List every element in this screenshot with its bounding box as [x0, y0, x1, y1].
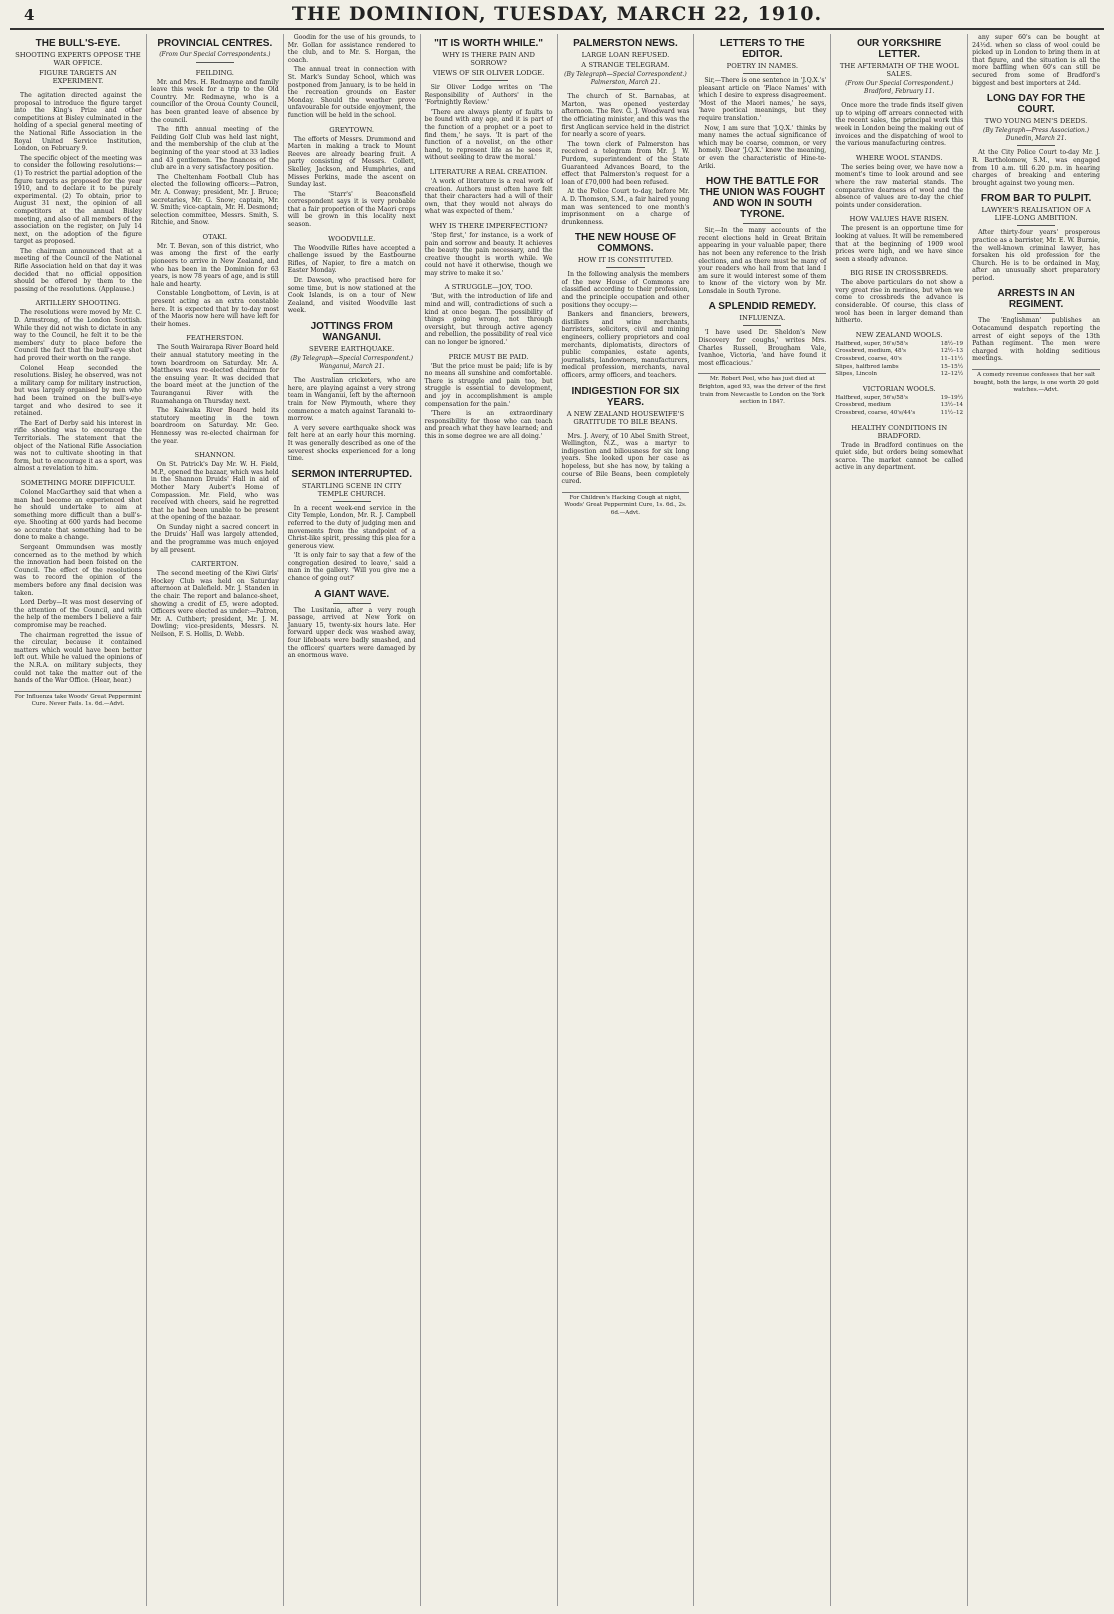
- wool-price: 18½–19: [940, 340, 964, 347]
- paragraph: any super 60's can be bought at 24½d. when so class of wool could be picked up in London to bring them in at that figure, and the situation is all the more baffling when 60's can still be secured from some of Bradford's biggest and best importers at 24d.: [972, 34, 1100, 87]
- paragraph: On St. Patrick's Day Mr. W. H. Field, M.P., opened the bazaar, which was held in the Shannon Druids' Hall in aid of Mother Mary Aubert's Home of Compassion. Mr. Field, who was received with cheers, said he regretted that he had been unable to be present at the opening of the bazaar.: [150, 461, 279, 522]
- article: [835, 38, 963, 148]
- article-subhead: SHOOTING EXPERTS OPPOSE THE WAR OFFICE.: [15, 51, 141, 67]
- paragraph: On Sunday night a sacred concert in the Druids' Hall was largely attended, and the programme was much enjoyed by all present.: [150, 523, 279, 554]
- paragraph: The Australian cricketers, who are here, are playing against a very strong team in Wanganui, left by the afternoon train for New Plymouth, where they commence a match against Taranaki to-morrow.: [287, 377, 416, 423]
- article: [698, 38, 826, 170]
- paragraph: The Lusitania, after a very rough passage, arrived at New York on January 15, twenty-six hours late. Her forward upper deck was washed away, four lifeboats were badly smashed, and the officers' quarters were damaged by an enormous wave.: [287, 606, 416, 660]
- article-headline: LETTERS TO THE EDITOR.: [719, 38, 805, 60]
- article-body: [835, 164, 963, 210]
- article-byline: (From Our Special Correspondent.) Bradford, February 11.: [845, 80, 954, 95]
- article-headline: FROM BAR TO PULPIT.: [980, 193, 1092, 205]
- article-subhead: SOMETHING MORE DIFFICULT.: [20, 478, 136, 487]
- divider-rule: [1017, 145, 1055, 146]
- article-body: [151, 344, 279, 445]
- article: [151, 334, 279, 445]
- newspaper-title: THE DOMINION, TUESDAY, MARCH 22, 1910.: [291, 3, 823, 25]
- article: [288, 469, 416, 583]
- article-body: [288, 607, 416, 660]
- paragraph: The church of St. Barnabas, at Marton, was opened yesterday afternoon. The Rev. G. J. Woodward was the officiating minister, and this was the first Anglican service held in the district for nearly a score of years.: [561, 93, 690, 139]
- article-subhead: LAWYER'S REALISATION OF A LIFE-LONG AMBITION.: [981, 206, 1091, 223]
- wool-price: 12–12½: [940, 371, 964, 378]
- paragraph: Trade in Bradford continues on the quiet side, but orders being somewhat scarce. The market cannot be called active in any department.: [835, 441, 964, 472]
- article: [151, 560, 279, 638]
- paragraph: Lord Derby—It was most deserving of the attention of the Council, and with the help of the members I believe a fair compromise may be reached.: [14, 599, 142, 629]
- article-subhead: GREYTOWN.: [329, 125, 375, 134]
- article-body: [151, 570, 279, 638]
- divider-rule: [196, 62, 234, 63]
- article: [151, 451, 279, 554]
- article-subhead: ARTILLERY SHOOTING.: [35, 299, 121, 308]
- paragraph: The second meeting of the Kiwi Girls' Hockey Club was held on Saturday afternoon at Dalefield. Mr. J. Standen in the chair. The report and balance-sheet, showing a credit of £5, were adopted. Officers were elected as under:—Patron, Mr. A. Cuthbert; president, Mr. J. M. Dowling; vice-presidents, Messrs. N. Neilson, F. S. Hollis, D. Webb.: [150, 570, 279, 638]
- article-body: [14, 489, 142, 685]
- article-headline: PROVINCIAL CENTRES.: [157, 38, 273, 49]
- divider-rule: [743, 223, 781, 224]
- divider-rule: [333, 501, 371, 502]
- article: [972, 93, 1100, 187]
- paragraph: The South Wairarapa River Board held their annual statutory meeting in the town boardroom on Saturday. Mr. A. Matthews was re-elected chairman for the ensuing year. It was decided that the board meet at the junction of the Tauranganui River with the Ruamahanga on Thursday next.: [150, 344, 279, 405]
- article-body: [425, 293, 553, 346]
- article-headline: SERMON INTERRUPTED.: [291, 468, 412, 480]
- article: [972, 193, 1100, 282]
- advertisement: For Influenza take Woods' Great Peppermint Cure. Never Fails. 1s. 6d.—Advt.: [14, 691, 142, 709]
- wool-grade: Crossbred, medium: [835, 402, 891, 409]
- paragraph: In the following analysis the members of the new House of Commons are classified according to their profession, and the principle occupation and other positions they occupy:—: [561, 271, 690, 309]
- article-body: [562, 93, 690, 226]
- article-subhead: TWO YOUNG MEN'S DEEDS.: [984, 117, 1088, 126]
- paragraph: The chairman announced that at a meeting of the Council of the National Rifle Association held on that day it was decided that no official opposition should be offered by them to the passing of the resolutions. (Applause.): [14, 247, 142, 293]
- paragraph: Now, I am sure that 'J.Q.X.' thinks by many names the actual significance of which may be coarse, common, or very homely. Dear 'J.Q.X.' knew the meaning, or even the characteristic of Hine-te-Ariki.: [698, 124, 827, 170]
- column-2: [147, 34, 284, 1606]
- article-subhead: WHY IS THERE PAIN AND SORROW?: [442, 51, 535, 67]
- paragraph: At the Police Court to-day, before Mr. A. D. Thomson, S.M., a fair haired young man was sentenced to one month's imprisonment on a charge of drunkenness.: [561, 188, 690, 226]
- article: [288, 34, 416, 120]
- wool-price: 11½–12: [940, 410, 964, 416]
- article-body: [14, 309, 142, 472]
- article-body: [425, 232, 553, 278]
- paragraph: The town clerk of Palmerston has received a telegram from Mr. J. W. Purdom, superintendent of the State Guaranteed Advances Board, to the effect that Palmerston's request for a loan of £70,000 had been refused.: [561, 140, 690, 186]
- article: [425, 38, 553, 162]
- article-subhead: LITERATURE A REAL CREATION.: [429, 167, 548, 176]
- column-5: [558, 34, 695, 1606]
- article-subhead: WOODVILLE.: [328, 234, 376, 243]
- article-headline: PALMERSTON NEWS.: [573, 38, 678, 49]
- wool-grade: Slipes, halfbred lambs: [835, 363, 899, 370]
- article: [562, 232, 690, 379]
- article-headline: LONG DAY FOR THE COURT.: [986, 93, 1086, 116]
- wool-grade: Crossbred, coarse, 40's/44's: [835, 410, 916, 416]
- article-body: [698, 77, 826, 170]
- wool-price: 19–19½: [940, 394, 964, 401]
- article-subhead: PRICE MUST BE PAID.: [448, 352, 529, 361]
- table-row: [835, 348, 963, 356]
- paragraph: Mrs. J. Avery, of 10 Abel Smith Street, Wellington, N.Z., was a martyr to indigestion and biliousness for six long years. She looked upon her case as hopeless, but she has now, by taking a course of Bile Beans, been completely cured.: [561, 432, 690, 486]
- article: [835, 154, 963, 210]
- paragraph: Goodin for the use of his grounds, to Mr. Gollan for assistance rendered to the club, and to Mr. S. Horgan, the coach.: [287, 34, 416, 64]
- article-subhead: HOW IT IS CONSTITUTED.: [577, 256, 674, 265]
- article-body: [288, 505, 416, 583]
- article-body: [151, 79, 279, 227]
- article-body: [425, 178, 553, 216]
- paragraph: Bankers and financiers, brewers, distillers and wine merchants, barristers, solicitors, civil and mining engineers, colliery proprietors and coal merchants, diplomatists, directors of public companies, estate agents, journalists, landowners, manufacturers, medical profession, merchants, naval officers, army officers, and teachers.: [561, 311, 690, 379]
- divider-rule: [1017, 313, 1055, 314]
- article-body: [425, 84, 553, 162]
- article-subhead: FEATHERSTON.: [186, 334, 244, 343]
- article: [972, 34, 1100, 87]
- column-8: [968, 34, 1104, 1606]
- table-row: [835, 356, 963, 364]
- article: [562, 38, 690, 226]
- article: [835, 385, 963, 418]
- article-subhead: STARTLING SCENE IN CITY TEMPLE CHURCH.: [301, 481, 402, 498]
- paragraph: 'It is only fair to say that a few of the congregation desired to leave,' said a man in the gallery. 'Will you give me a chance of going out?': [287, 552, 416, 583]
- article-byline: (By Telegraph—Press Association.) Dunedin, March 21.: [982, 127, 1090, 142]
- article: [151, 38, 279, 63]
- column-1: [10, 34, 147, 1606]
- wool-grade: Slipes, Lincoln: [835, 371, 877, 378]
- article-headline: "IT IS WORTH WHILE.": [434, 38, 544, 49]
- page-number: 4: [24, 6, 35, 24]
- article-subhead: WHERE WOOL STANDS.: [855, 153, 943, 162]
- article: [288, 126, 416, 229]
- table-row: [835, 371, 963, 379]
- paragraph: The 'Englishman' publishes an Ootacamund despatch reporting the arrest of eight sepoys of the 13th Pathan regiment. The men were charged with holding seditious meetings.: [972, 317, 1100, 363]
- article-columns: [10, 34, 1104, 1606]
- article-subhead: SHANNON.: [194, 451, 236, 460]
- paragraph: The Earl of Derby said his interest in rifle shooting was to encourage the Territorials. The statement that the object of the National Rifle Association was not to cultivate shooting in that form, but to encourage it as a sport, was almost a revelation to him.: [14, 419, 142, 473]
- divider-rule: [606, 267, 644, 268]
- article: [151, 69, 279, 227]
- article-headline: A GIANT WAVE.: [314, 588, 390, 600]
- article-subhead: BIG RISE IN CROSSBREDS.: [850, 269, 949, 278]
- article: [698, 176, 826, 295]
- paragraph: Mr. and Mrs. H. Redmayne and family leave this week for a trip to the Old Country. Mr. Redmayne, who is a councillor of the Oroua County Council, has been granted leave of absence by the council.: [150, 78, 279, 124]
- paragraph: The Woodville Rifles have accepted a challenge issued by the Eastbourne Rifles, of Napier, to fire a match on Easter Monday.: [287, 244, 416, 275]
- advertisement: A comedy revenue confesses that her salt bought, both the large, is one worth 20 gold watches.—Advt.: [972, 369, 1100, 395]
- article-body: [698, 329, 826, 367]
- paragraph: The 'Starr's' Beaconsfield correspondent says it is very probable that a fair proportion of the Maori crops will be grown in this locality next season.: [287, 190, 416, 229]
- article-headline: THE BULL'S-EYE.: [35, 38, 121, 49]
- article-byline: (By Telegraph—Special Correspondent.) Wanganui, March 21.: [290, 355, 413, 370]
- paragraph: Dr. Dawson, who practised here for some time, but is now stationed at the Cook Islands, is on a tour of New Zealand, and visited Woodville last week.: [287, 277, 416, 315]
- article-subhead: INFLUENZA.: [739, 314, 786, 323]
- paragraph: The agitation directed against the proposal to introduce the figure target into the King's Prize and other competitions at Bisley culminated in the holding of a special general meeting of the National Rifle Association in the Royal United Service Institution, London, on February 9.: [14, 92, 142, 153]
- article-headline: A SPLENDID REMEDY.: [708, 301, 817, 313]
- article-body: [288, 245, 416, 315]
- article-body: [151, 461, 279, 554]
- article: [562, 386, 690, 486]
- article-body: [14, 92, 142, 293]
- article: [14, 479, 142, 685]
- column-4: [421, 34, 558, 1606]
- article-byline: (By Telegraph—Special Correspondent.) Palmerston, March 21.: [564, 71, 687, 86]
- article-subhead: OTAKI.: [202, 232, 228, 241]
- table-row: [835, 402, 963, 410]
- price-table: [835, 341, 963, 379]
- paragraph: Mr. T. Bevan, son of this district, who was among the first of the early pioneers to arrive in New Zealand, and who has been in the Dominion for 63 years, is now 78 years of age, and is still hale and hearty.: [150, 242, 279, 288]
- paragraph: Constable Longbottom, of Levin, is at present acting as an extra constable here. It is expected that by to-day most of the Maoris now here will have left for their homes.: [150, 290, 279, 328]
- wool-grade: Halfbred, super, 56's/58's: [835, 394, 908, 401]
- article-subhead: SEVERE EARTHQUAKE.: [309, 345, 395, 353]
- advertisement: For Children's Hacking Cough at night, Woods' Great Peppermint Cure, 1s. 6d., 2s. 6d.—Advt.: [562, 492, 690, 518]
- paragraph: 'But, with the introduction of life and mind and will, contradictions of such a kind at once began. The possibility of things going wrong, not through oversight, but through active agency and rebellion, the possibility of real vice can no longer be ignored.': [424, 293, 553, 347]
- paragraph: The present is an opportune time for looking at values. It will be remembered that at the beginning of 1909 wool prices were high, and we have since seen a steady advance.: [835, 225, 964, 263]
- article-subhead: POETRY IN NAMES.: [726, 62, 798, 70]
- paragraph: Colonel MacGarthey said that when a man had become an experienced shot he should undertake to aim at something more difficult than a bull's-eye. Shooting at 600 yards had become so accurate that something had to be done to make a change.: [14, 488, 142, 542]
- paragraph: 'But the price must be paid; life is by no means all sunshine and comfortable. There is struggle and pain too, but struggle is essential to development, and joy in accomplishment is ample compensation for the pain.': [424, 362, 553, 408]
- paragraph: 'Step first,' for instance, is a work of pain and sorrow and beauty. It achieves the beauty the pain necessary, and the creative thought is worth while. We could not have it otherwise, though we may strive to make it so.': [424, 231, 553, 277]
- paragraph: The Kaiwaka River Board held its statutory meeting in the town boardroom on Saturday. Mr. Geo. Hennessy was re-elected chairman for the year.: [150, 407, 279, 445]
- article-body: [151, 243, 279, 329]
- article: [288, 321, 416, 463]
- paragraph: 'I have used Dr. Sheldon's New Discovery for coughs,' writes Mrs. Charles Russell, Brougham Vale, Ivanhoe, Victoria, 'and have found it most efficacious.': [698, 329, 827, 367]
- article-body: [972, 229, 1100, 282]
- paragraph: 'There are always plenty of faults to be found with any age, and it is part of the function of a prophet or a poet to find them,' he says. 'It is part of the function of a novelist, on the other hand, to represent life as he sees it, without seeking to draw the moral.': [424, 108, 553, 162]
- article: [425, 283, 553, 346]
- article-body: [562, 271, 690, 379]
- article-body: [835, 442, 963, 472]
- article-body: [835, 225, 963, 263]
- article-subhead: NEW ZEALAND WOOLS.: [855, 330, 943, 339]
- article-headline: INDIGESTION FOR SIX YEARS.: [571, 385, 680, 408]
- article: [425, 353, 553, 441]
- article-subhead: VICTORIAN WOOLS.: [862, 384, 936, 393]
- article-subhead: HEALTHY CONDITIONS IN BRADFORD.: [851, 423, 948, 440]
- article: [425, 168, 553, 216]
- paragraph: The efforts of Messrs. Drummond and Marten in making a track to Mount Reeves are already bearing fruit. A party consisting of Messrs. Collett, Skelley, Jackson, and Humphries, and Misses Perkins, made the ascent on Sunday last.: [287, 135, 416, 189]
- paragraph: Sir,—There is one sentence in 'J.Q.X.'s' pleasant article on 'Place Names' with which I desire to express disagreement. 'Most of the Maori names,' he says, 'have poetical meanings, but they require translation.': [698, 77, 827, 122]
- masthead: [10, 0, 1104, 30]
- paragraph: Colonel Heap seconded the resolutions. Bisley, he observed, was not a military camp for military instruction, but was largely organised by men who had been trained on the bull's-eye target and who desired to see it retained.: [14, 364, 142, 418]
- article-body: [288, 34, 416, 120]
- paragraph: Sergeant Ommundsen was mostly concerned as to the method by which the innovation had been foisted on the Council. The effect of the resolutions was to record the opinion of the members before any final decision was taken.: [14, 544, 142, 597]
- advertisement: Mr. Robert Peel, who has just died at Brighton, aged 93, was the driver of the first train from Newcastle to London on the York section in 1847.: [698, 373, 826, 406]
- article: [698, 301, 826, 367]
- article-body: [835, 279, 963, 325]
- paragraph: The Cheltenham Football Club has elected the following officers:—Patron, Mr. A. Conway; president, Mr. J. Bruce; secretaries, Mr. G. Snow; captain, Mr. W. Smith; vice-captain, Mr. H. Desmond; selection committee, Messrs. Smith, S. Ritchie, and Snow.: [150, 173, 279, 227]
- divider-rule: [743, 325, 781, 326]
- paragraph: At the City Police Court to-day Mr. J. R. Bartholomew, S.M., was engaged from 10 a.m. till 6.20 p.m. in hearing charges of breaking and entering brought against two young men.: [972, 149, 1100, 187]
- divider-rule: [1017, 225, 1055, 226]
- divider-rule: [469, 80, 507, 81]
- paragraph: The fifth annual meeting of the Feilding Golf Club was held last night, and the membership of the club at the beginning of the year stood at 33 ladies and 43 gentlemen. The finances of the club are in a very satisfactory position.: [150, 126, 279, 172]
- paragraph: Once more the trade finds itself given up to wiping off arrears connected with the recent sales, the principal work this week in London being the making out of invoices and the dispatching of wool to the various manufacturing centres.: [835, 102, 964, 148]
- article-subhead: LARGE LOAN REFUSED.: [581, 51, 670, 59]
- article-headline: THE NEW HOUSE OF COMMONS.: [574, 232, 676, 255]
- paragraph: 'There is an extraordinary responsibility for those who can teach and preach what they have learned; and this in some degree we are all doing.': [424, 410, 553, 440]
- article: [425, 222, 553, 278]
- article-headline: HOW THE BATTLE FOR THE UNION WAS FOUGHT AND WON IN SOUTH TYRONE.: [699, 176, 826, 221]
- column-7: [831, 34, 968, 1606]
- paragraph: The series being over, we have now a moment's time to look around and see where the raw material stands. The comparative dearness of wool and the absence of values are to-day the chief points under consideration.: [835, 163, 964, 209]
- article-subhead: FEILDING.: [195, 68, 234, 77]
- divider-rule: [333, 373, 371, 374]
- article-headline: ARRESTS IN AN REGIMENT.: [997, 288, 1075, 311]
- divider-rule: [743, 73, 781, 74]
- article-body: [698, 227, 826, 295]
- paragraph: In a recent week-end service in the City Temple, London, Mr. R. J. Campbell referred to the duty of judging men and movements from the standpoint of a Christ-like spirit, pressing this plea for a generous view.: [287, 504, 416, 550]
- wool-price: 12½–13: [940, 348, 964, 355]
- paragraph: The chairman regretted the issue of the circular, because it contained matters which would have been better left out. While he valued the opinions of the N.R.A. on military subjects, they could not take the matter out of the hands of the War Office. (Hear, hear.): [14, 631, 142, 685]
- article-body: [972, 317, 1100, 363]
- divider-rule: [880, 98, 918, 99]
- article-byline: (From Our Special Correspondents.): [159, 51, 271, 58]
- paragraph: A very severe earthquake shock was felt here at an early hour this morning. It was generally described as one of the severest shocks experienced for a long time.: [287, 424, 416, 463]
- article-subhead: A NEW ZEALAND HOUSEWIFE'S GRATITUDE TO BILE BEANS.: [566, 409, 685, 426]
- article-body: [425, 363, 553, 441]
- article: [835, 331, 963, 379]
- paragraph: The above particulars do not show a very great rise in merinos, but when we come to crossbreds the advance is considerable. Of course, this class of wool has been in larger demand than hitherto.: [835, 279, 964, 325]
- paragraph: 'A work of literature is a real work of creation. Authors must often have felt that their characters had a will of their own, that they would not always do what was expected of them.': [424, 177, 553, 216]
- wool-grade: Halfbred, super, 56's/58's: [835, 340, 908, 347]
- article-subhead: FIGURE TARGETS AN EXPERIMENT.: [39, 69, 117, 85]
- wool-grade: Crossbred, coarse, 40's: [835, 356, 902, 363]
- paragraph: After thirty-four years' prosperous practice as a barrister, Mr. E. W. Burnie, the well-known criminal lawyer, has forsaken his old profession for the Church. He is to be ordained in May, after an unusually short preparatory period.: [972, 229, 1100, 282]
- article-body: [972, 34, 1100, 87]
- paragraph: The annual treat in connection with St. Mark's Sunday School, which was postponed from January, is to be held in the recreation grounds on Easter Monday. Should the weather prove unfavourable for outside enjoyment, the function will be held in the school.: [287, 66, 416, 119]
- article-subhead: A STRANGE TELEGRAM.: [581, 61, 670, 69]
- table-row: [835, 410, 963, 418]
- article-subhead: THE AFTERMATH OF THE WOOL SALES.: [839, 62, 959, 78]
- price-table: [835, 395, 963, 418]
- column-6: [694, 34, 831, 1606]
- article-body: [288, 377, 416, 463]
- article-subhead: HOW VALUES HAVE RISEN.: [849, 215, 949, 224]
- article: [288, 235, 416, 315]
- divider-rule: [606, 89, 644, 90]
- article: [14, 38, 142, 293]
- article-body: [562, 433, 690, 486]
- article-subhead: WHY IS THERE IMPERFECTION?: [429, 221, 548, 230]
- article-headline: JOTTINGS FROM WANGANUI.: [310, 321, 393, 343]
- wool-price: 15–15½: [940, 363, 964, 370]
- wool-grade: Crossbred, medium, 48's: [835, 348, 906, 355]
- article-subhead: CARTERTON.: [191, 560, 239, 569]
- column-3: [284, 34, 421, 1606]
- article: [151, 233, 279, 329]
- paragraph: Sir,—In the many accounts of the recent elections held in Great Britain appearing in your valuable paper, there has not been any reference to the Irish elections, and as there must be many of your readers who hail from that land I am sure it would interest some of them to know of the victory won by Mr. Lonsdale in South Tyrone.: [698, 227, 827, 295]
- paragraph: Sir Oliver Lodge writes on 'The Responsibility of Authors' in the 'Fortnightly Review.': [424, 84, 553, 107]
- article: [835, 215, 963, 263]
- article: [835, 424, 963, 472]
- wool-price: 13½–14: [940, 402, 964, 409]
- wool-price: 11–11½: [940, 356, 964, 363]
- paragraph: The specific object of the meeting was to consider the following resolutions:—(1) To restrict the partial adoption of the figure targets as proposed for the year 1910, and to declare it to be purely experimental. (2) To obtain, prior to August 31 next, the opinion of all competitors at the annual Bisley meeting, and also of all members of the association on the register, on July 14 next, on the adoption of the figure target as proposed.: [14, 154, 142, 246]
- divider-rule: [333, 603, 371, 604]
- divider-rule: [59, 88, 97, 89]
- article-body: [972, 149, 1100, 187]
- article-subhead: VIEWS OF SIR OLIVER LODGE.: [432, 69, 545, 77]
- paragraph: The resolutions were moved by Mr. C. D. Armstrong, of the London Scottish. While they did not wish to dictate in any way to the Council, he felt it to be the members' duty to place before the Council the fact that the bull's-eye shot had proved their worth on the range.: [14, 309, 142, 362]
- article-subhead: A STRUGGLE—JOY, TOO.: [444, 283, 533, 292]
- article: [288, 589, 416, 660]
- article: [835, 269, 963, 325]
- article: [972, 288, 1100, 363]
- article-body: [288, 136, 416, 229]
- divider-rule: [606, 429, 644, 430]
- article: [14, 299, 142, 472]
- article-headline: OUR YORKSHIRE LETTER.: [857, 38, 942, 60]
- article-body: [835, 102, 963, 148]
